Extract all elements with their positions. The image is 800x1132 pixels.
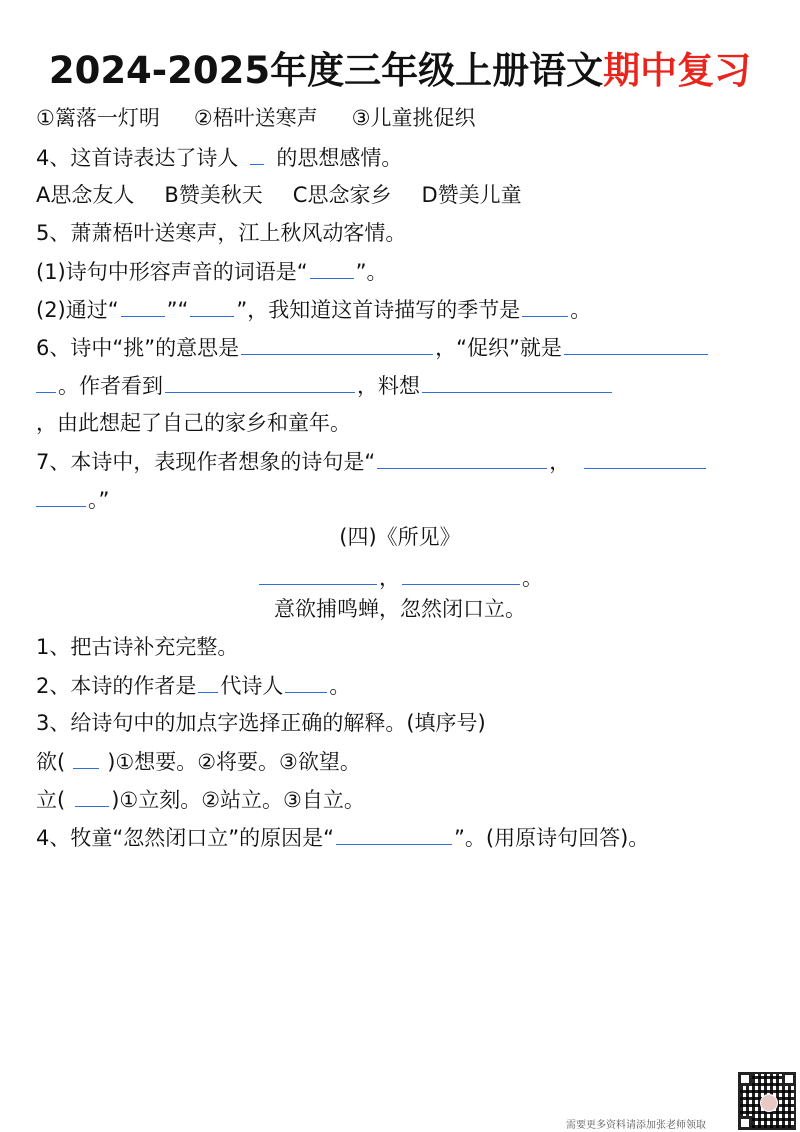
question-7-mid: ， (549, 450, 571, 474)
answer-blank[interactable] (241, 332, 433, 355)
answer-blank[interactable] (36, 484, 86, 507)
question-5-1-text: (1)诗句中形容声音的词语是“ (36, 260, 308, 284)
qr-code-icon (738, 1072, 796, 1130)
answer-blank[interactable] (522, 294, 568, 317)
title-highlight: 期中复习 (603, 49, 752, 92)
section-4-title: (四)《所见》 (339, 525, 461, 549)
answer-blank[interactable] (336, 822, 452, 845)
section-4-question-3b (36, 784, 365, 815)
question-6b-mid: ，料想 (357, 374, 420, 398)
title-main: 2024-2025年度三年级上册语文 (48, 49, 604, 92)
choice-d: D赞美儿童 (421, 183, 522, 207)
answer-blank[interactable] (73, 746, 99, 769)
question-6-text: 6、诗中“挑”的意思是 (36, 336, 240, 360)
choice-a: A思念友人 (36, 183, 135, 207)
section-4-question-3a (36, 746, 361, 777)
question-4-text-end: 的思想感情。 (276, 146, 403, 170)
question-5-2-end: 。 (570, 298, 592, 322)
option-2: ②梧叶送寒声 (193, 106, 318, 130)
s4q4-text: 4、牧童“忽然闭口立”的原因是“ (36, 826, 334, 850)
question-6 (36, 332, 710, 363)
question-6b-text: 。作者看到 (58, 374, 163, 398)
footer-note: 需要更多资料请添加张老师领取 (566, 1120, 706, 1131)
answer-blank[interactable] (564, 332, 708, 355)
poem-period: 。 (522, 566, 543, 590)
answer-blank[interactable] (584, 446, 706, 469)
s4q2-text: 2、本诗的作者是 (36, 674, 197, 698)
s4q2-end: 。 (329, 674, 351, 698)
question-5-2 (36, 294, 591, 325)
section-4-question-1: 1、把古诗补充完整。 (36, 635, 239, 659)
s4q3a-text: 欲( (36, 750, 66, 774)
question-5: 5、萧萧梧叶送寒声，江上秋风动客情。 (36, 221, 407, 245)
option-1: ①篱落一灯明 (36, 106, 160, 130)
answer-blank[interactable] (198, 670, 218, 693)
choice-b: B赞美秋天 (164, 183, 263, 207)
question-5-2-mid2: ”，我知道这首诗描写的季节是 (236, 298, 521, 322)
answer-blank[interactable] (36, 370, 56, 393)
answer-blank[interactable] (190, 294, 234, 317)
answer-blank[interactable] (310, 256, 354, 279)
question-5-2-text: (2)通过“ (36, 298, 119, 322)
question-4-options (36, 180, 522, 210)
avatar-icon (760, 1094, 778, 1112)
answer-blank[interactable] (165, 370, 355, 393)
choice-c: C思念家乡 (292, 183, 392, 207)
question-5-1 (36, 256, 388, 287)
answer-blank[interactable] (75, 784, 109, 807)
s4q3a-options: )①想要。②将要。③欲望。 (107, 750, 361, 774)
answer-blank[interactable] (121, 294, 165, 317)
question-4 (36, 142, 402, 173)
question-6-mid: ，“促织”就是 (435, 336, 562, 360)
answer-blank[interactable] (377, 446, 547, 469)
question-7 (36, 446, 708, 477)
answer-blank[interactable] (422, 370, 612, 393)
poem-comma: ， (379, 566, 400, 590)
question-4-text: 4、这首诗表达了诗人 (36, 146, 239, 170)
s4q4-end: ”。(用原诗句回答)。 (454, 826, 650, 850)
question-6-end: ，由此想起了自己的家乡和童年。 (36, 411, 351, 435)
question-7-continued (36, 484, 109, 515)
section-4-question-2 (36, 670, 350, 701)
answer-blank[interactable] (250, 142, 264, 165)
question-7-text: 7、本诗中，表现作者想象的诗句是“ (36, 450, 376, 474)
answer-blank[interactable] (402, 562, 520, 585)
poem-line-1 (0, 562, 800, 593)
poem-options-line (36, 103, 475, 133)
question-7b-end: 。” (88, 488, 110, 512)
s4q3b-options: )①立刻。②站立。③自立。 (111, 788, 365, 812)
poem-line-2: 意欲捕鸣蝉，忽然闭口立。 (274, 597, 526, 621)
answer-blank[interactable] (285, 670, 327, 693)
answer-blank[interactable] (259, 562, 377, 585)
question-6-continued (36, 370, 614, 401)
section-4-question-3: 3、给诗句中的加点字选择正确的解释。(填序号) (36, 711, 486, 735)
question-5-2-mid: ”“ (166, 298, 189, 322)
section-4-question-4 (36, 822, 649, 853)
s4q3b-text: 立( (36, 788, 66, 812)
option-3: ③儿童挑促织 (351, 106, 476, 130)
page-title (0, 40, 800, 94)
question-5-1-end: ”。 (355, 260, 388, 284)
s4q2-mid: 代诗人 (220, 674, 284, 698)
